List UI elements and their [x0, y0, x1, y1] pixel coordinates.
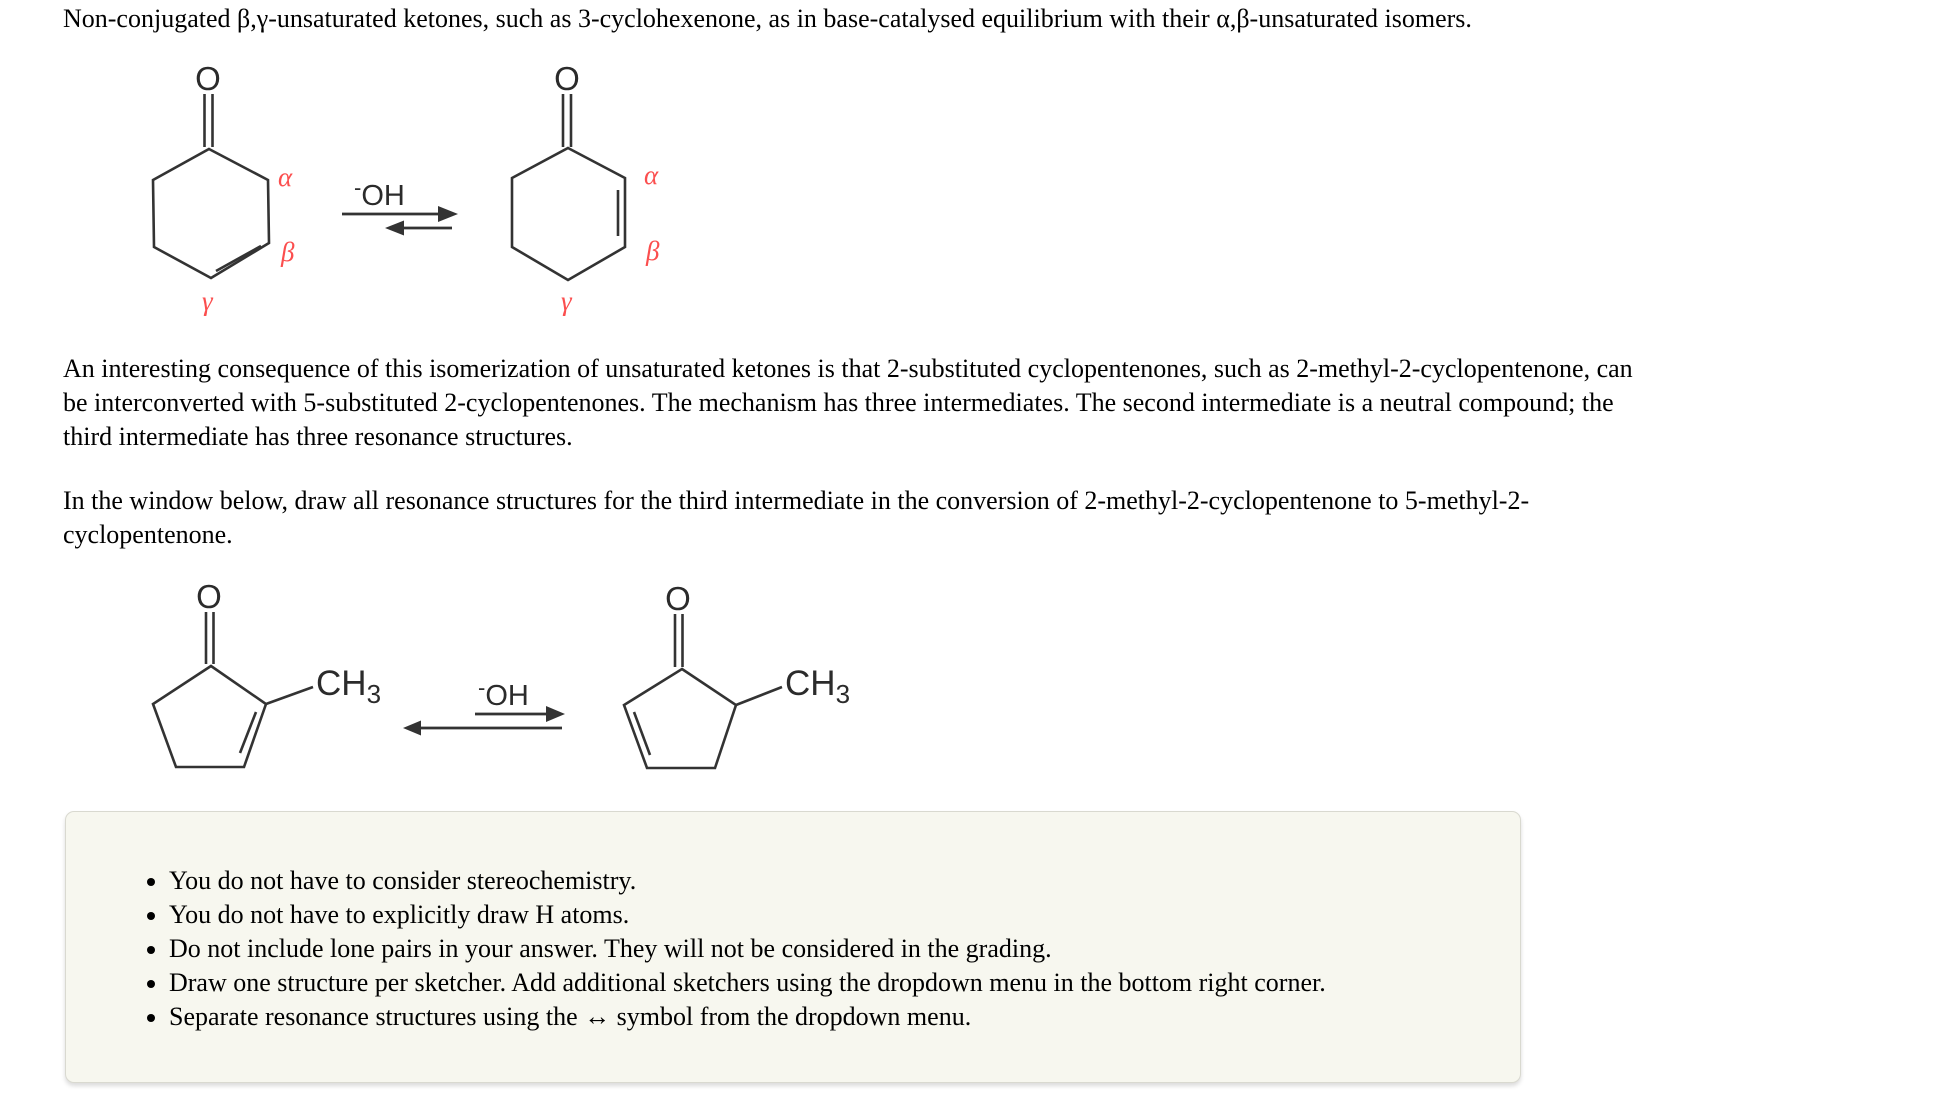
reverse-arrowhead: [403, 721, 421, 736]
text-line: An interesting consequence of this isomerization of unsaturated ketones is that 2-substituted cyclopentenones, such as 2-methyl-2-cyclopentenone, can: [63, 354, 1633, 383]
guidelines-box: [65, 811, 1521, 1083]
alpha-label: α: [278, 162, 293, 192]
beta-label: β: [646, 236, 660, 266]
ring-double-bond: [240, 712, 256, 753]
methyl-main: CH: [316, 664, 367, 703]
methyl-bond: [736, 687, 782, 705]
text-line: third intermediate has three resonance structures.: [63, 422, 573, 451]
guideline-item: • Draw one structure per sketcher. Add additional sketchers using the dropdown menu in the bottom right corner.: [169, 966, 1500, 1000]
text-line: cyclopentenone.: [63, 520, 233, 549]
cyclopentene-ring: [153, 666, 266, 767]
guideline-item: • You do not have to consider stereochemistry.: [169, 864, 1500, 898]
cyclopentene-ring: [624, 669, 736, 768]
hydroxide-charge: -: [354, 175, 362, 200]
gamma-label: γ: [561, 286, 572, 316]
equilibrium-arrows: [403, 675, 565, 736]
oxygen-atom-label: O: [196, 578, 222, 615]
text-line: In the window below, draw all resonance structures for the third intermediate in the conversion of 2-methyl-2-cyclopentenone to 5-methyl-2-: [63, 486, 1530, 515]
cyclohexene-ring: [153, 149, 269, 278]
gamma-label: γ: [202, 286, 213, 316]
text-line: be interconverted with 5-substituted 2-cyclopentenones. The mechanism has three intermediates. The second intermediate is a neutral compound; the: [63, 388, 1614, 417]
cyclohexene-ring: [512, 148, 625, 280]
right-structure: [512, 60, 660, 316]
oxygen-atom-label: O: [665, 580, 691, 617]
equilibrium-arrows: [342, 175, 458, 236]
methyl-subscript: 3: [835, 679, 851, 709]
hydroxide-label: [354, 175, 405, 212]
guideline-item: • You do not have to explicitly draw H atoms.: [169, 898, 1500, 932]
alpha-label: α: [644, 160, 659, 190]
ring-double-bond: [216, 246, 261, 271]
hydroxide-label: [478, 675, 529, 712]
oxygen-atom-label: O: [554, 60, 580, 97]
left-structure: [153, 578, 381, 767]
left-structure: [153, 60, 295, 316]
cyclopentenone-equilibrium-diagram: [110, 575, 870, 800]
ring-double-bond: [634, 712, 650, 755]
methyl-label: [785, 664, 850, 709]
hydroxide-formula: OH: [361, 180, 405, 212]
guidelines-list: [66, 864, 1510, 1034]
guideline-item: • Do not include lone pairs in your answer. They will not be considered in the grading.: [169, 932, 1500, 966]
right-structure: [624, 580, 850, 768]
text-line: Non-conjugated β,γ-unsaturated ketones, such as 3-cyclohexenone, as in base-catalysed equilibrium with their α,β-unsaturated isomers.: [63, 4, 1472, 33]
cyclohexenone-equilibrium-diagram: [100, 45, 700, 320]
intro-paragraph: [63, 2, 1472, 36]
reverse-arrowhead: [385, 221, 404, 236]
task-paragraph: [63, 484, 1529, 552]
methyl-main: CH: [785, 664, 836, 703]
hydroxide-charge: -: [478, 675, 486, 700]
isomerization-paragraph: [63, 352, 1633, 454]
forward-arrowhead: [438, 206, 458, 222]
methyl-bond: [266, 687, 313, 704]
oxygen-atom-label: O: [195, 60, 221, 97]
methyl-subscript: 3: [366, 679, 382, 709]
hydroxide-formula: OH: [485, 680, 529, 712]
methyl-label: [316, 664, 381, 709]
beta-label: β: [281, 237, 295, 267]
guideline-item: • Separate resonance structures using the ↔ symbol from the dropdown menu.: [169, 1000, 1500, 1034]
forward-arrowhead: [546, 706, 565, 722]
